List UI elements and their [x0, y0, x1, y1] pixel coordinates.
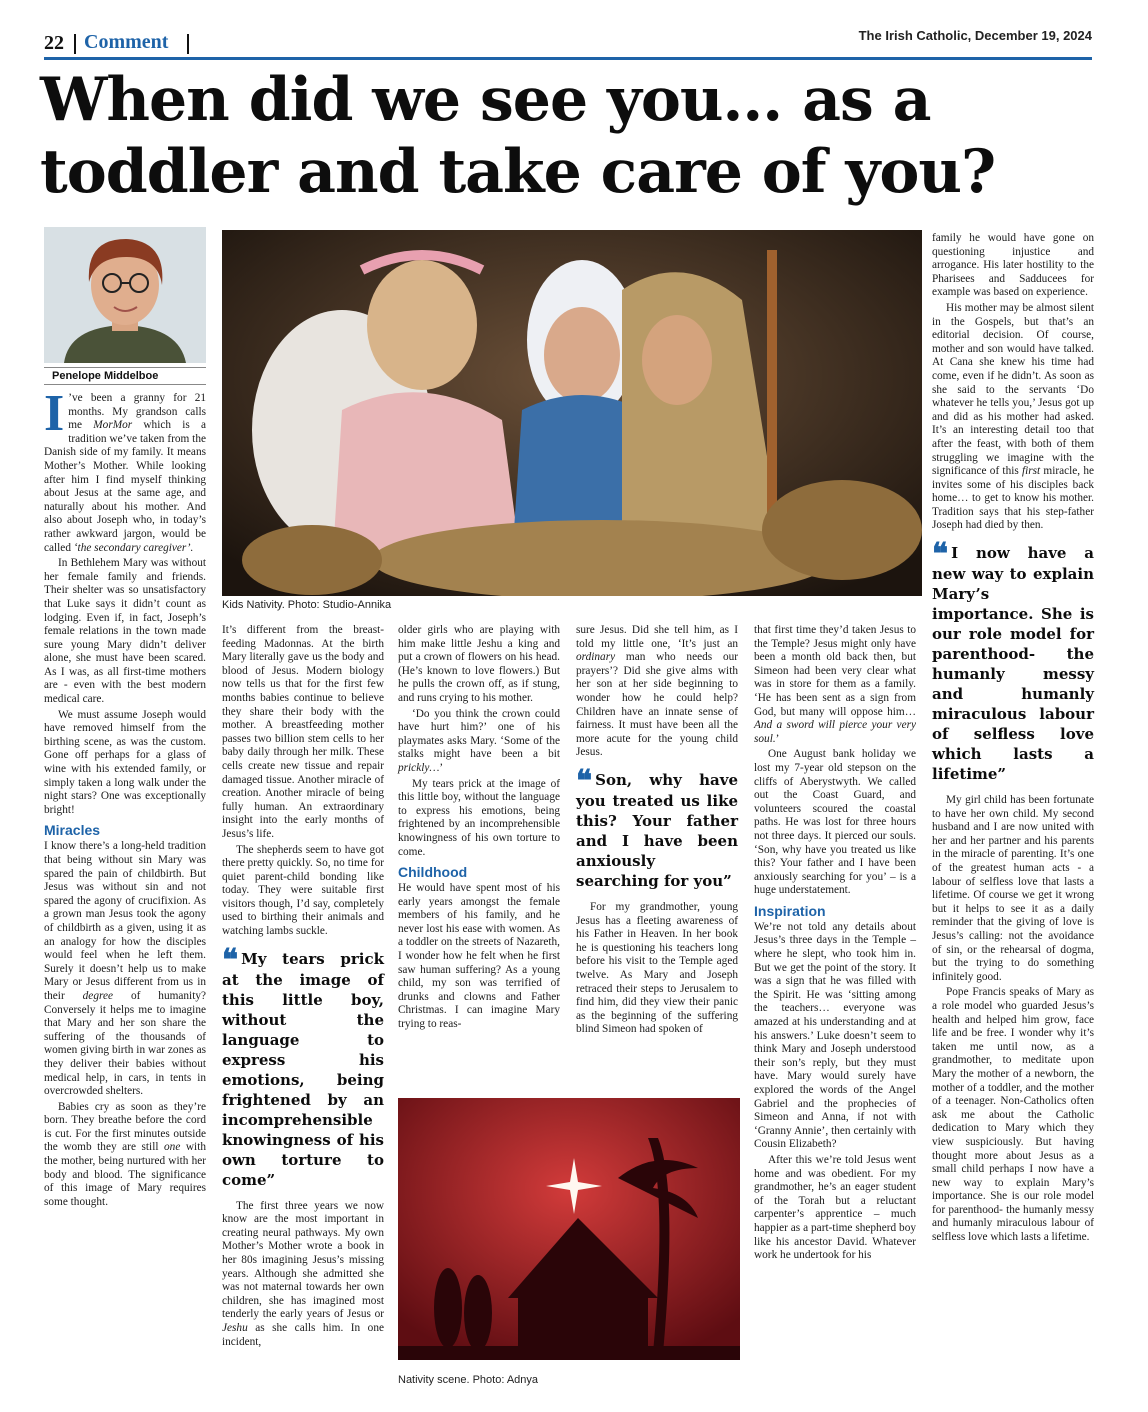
paragraph: In Bethlehem Mary was without her female family and friends. Their shelter was so unsatisfactory that Luke says it didn’t count as lodging. Even if, in fact, Joseph’s female relations in the town made sure young Mary didn’t deliver alone, she must have been scared. As I was, as all first-time mothers are - even with the best modern medical care. — [44, 557, 206, 706]
article-column-6 — [932, 232, 1094, 1245]
article-column-4 — [576, 624, 738, 1037]
article-column-3 — [398, 624, 560, 1032]
author-name: Penelope Middelboe — [44, 367, 206, 385]
paragraph: I ’ve been a granny for 21 months. My grandson calls me MorMor which is a tradition we’ve taken from the Danish side of my family. It means Mother’s Mother. While looking after him I find myself thinking about Jesus at the same age, and naturally about his mother. And also about Joseph who, in today’s rather awkward jargon, would be called ‘the secondary caregiver’. — [44, 385, 206, 554]
paragraph: His mother may be almost silent in the Gospels, but that’s an editorial decision. Of course, mother and son would have talked. At Cana she knew his time had come, even if he didn’t. As soon as she said to the servants ‘Do whatever he tells you,’ Jesus got up and did as his mother had asked. It’s an interesting detail too that after the feast, with both of them struggling we imagine with the significance of this first miracle, he invites some of his disciples back home… to get to know his mother. Tradition says that his step-father Joseph had died by then. — [932, 301, 1095, 532]
photo-caption: Kids Nativity. Photo: Studio-Annika — [222, 599, 392, 611]
page-number: 22 — [44, 32, 64, 54]
paragraph: older girls who are playing with him make little Jeshu a king and put a crown of flowers on his head. (He’s known to love flowers.) But he pulls the crown off, as if stung, and runs crying to his mother. — [398, 624, 560, 704]
quote-icon: ❝ — [222, 942, 239, 978]
subheading: Childhood — [398, 864, 468, 881]
subheading: Inspiration — [754, 902, 826, 919]
pull-quote: ❝ I now have a new way to explain Mary’s importance. She is our role model for parenthood- the humanly messy and humanly miraculous labour of selfless love which lasts a lifetime” — [932, 537, 1094, 784]
header-divider — [74, 34, 76, 54]
article-column-1 — [44, 385, 206, 1209]
drop-cap: I — [44, 385, 65, 442]
paragraph: We’re not told any details about Jesus’s three days in the Temple – where he slept, who took him in. But we get the point of the story. It was a sign that he was filled with the Spirit. He was ‘sitting among the teachers… everyone was amazed at his understanding and at his answers.’ Luke doesn’t seem to think Mary and Joseph understood their son’s reply, but they must have. Mary would surely have explored the words of the Angel Gabriel and the prophecies of Simeon and Anna, if not with ‘Granny Annie’, then certainly with Cousin Elizabeth? — [754, 920, 916, 1151]
paragraph: It’s different from the breast-feeding Madonnas. At the birth Mary literally gave us the body and blood of Jesus. Modern biology now tells us that for the first few months babies continue to believe they share their body with the mother. A breastfeeding mother passes two billion stem cells to her baby daily through her milk. These cells create new tissue and repair damaged tissue. Another miracle of creation. Another miracle of being fully human. An extraordinary insight into the early months of Jesus’s life. — [222, 624, 384, 840]
subheading: Miracles — [44, 822, 101, 839]
paragraph: My tears prick at the image of this little boy, without the language to express his emotions, being frightened by an incomprehensible knowingness of his own torture to come. — [398, 777, 560, 858]
paragraph: We must assume Joseph would have removed himself from the birthing scene, as was the custom. Gone off perhaps for a glass of wine with his extended family, or simply taken a long walk under the night stars? One was exceptionally bright! — [44, 708, 206, 816]
paragraph: I know there’s a long-held tradition that being without sin Mary was spared the pain of childbirth. But Jesus was without sin and not spared the agony of crucifixion. As a grown man Jesus took the agony of childbirth as a given, using it as an analogy for how the disciples would feel when he left them. Surely it doesn’t help us to make Mary or Jesus different from us in their degree of humanity? Conversely it helps me to imagine that Mary and her son share the suffering of the thousands of women giving birth in war zones as they deliver their babies without medical help, in cars, in tents in overcrowded shelters. — [44, 840, 206, 1098]
nativity-photo — [222, 230, 922, 596]
publication-date: The Irish Catholic, December 19, 2024 — [858, 28, 1092, 43]
paragraph: My girl child has been fortunate to have her own child. My second husband and I are now united with her and her partner and his parents in the miracle of parenting. It’s one of the greatest human acts - a labour of selfless love that lasts a lifetime. Of course we get it wrong but it helps to see it as a daily reminder that the giving of love is Jesus’s calling: not the avoidance of sin, or the rehearsal of dogma, but the trying to do something infinitely good. — [932, 794, 1094, 983]
photo-caption: Nativity scene. Photo: Adnya — [398, 1374, 539, 1386]
paragraph: One August bank holiday we lost my 7-year old stepson on the cliffs of Aberystwyth. We called out the Coast Guard, and volunteers scoured the coastal paths. He was lost for three hours not three days. It pierced our souls. ‘Son, why have you treated us like this? Your father and I have been anxiously searching for you’ – is a huge understatement. — [754, 748, 916, 897]
header-divider — [187, 34, 189, 54]
paragraph: family he would have gone on questioning injustice and arrogance. His later hostility to the Pharisees and Sadducees for example was based on experience. — [932, 232, 1094, 299]
pull-quote: ❝ Son, why have you treated us like this? Your father and I have been anxiously searching for you” — [576, 763, 738, 890]
paragraph: The shepherds seem to have got there pretty quickly. So, no time for quiet parent-child bonding like today. They were suitable first visitors though, I’d say, completely used to birthing their animals and watching lambs suckle. — [222, 843, 384, 938]
paragraph: After this we’re told Jesus went home and was obedient. For my grandmother, he’s an eager student of the Torah but a reluctant carpenter’s apprentice – much happier as a part-time shepherd boy like his ancestor David. Whatever work he undertook for his — [754, 1153, 916, 1262]
nativity-scene-photo — [398, 1098, 740, 1360]
paragraph: He would have spent most of his early years amongst the female members of his family, and he never lost his ease with women. As a toddler on the streets of Nazareth, I wonder how he felt when he first saw human suffering? As a young child, my son was terrified of drunks and clowns and Father Christmas. I can imagine Mary trying to reas- — [398, 882, 560, 1031]
article-column-5 — [754, 624, 916, 1263]
pull-quote: ❝ My tears prick at the image of this little boy, without the language to express his emotions, being frightened by an incomprehensible knowingness of his own torture to come” — [222, 942, 384, 1189]
paragraph: For my grandmother, young Jesus has a fleeting awareness of his Father in Heaven. In her book he is questioning his teachers long before his visit to the Temple aged twelve. As Mary and Joseph retraced their steps to Jerusalem to find him, did they view their panic as the beginning of the suffering blind Simeon had spoken of — [576, 900, 738, 1036]
article-column-2 — [222, 624, 384, 1349]
section-label: Comment — [84, 31, 169, 53]
headline: When did we see you... as a toddler and take care of you? — [40, 65, 996, 207]
paragraph: sure Jesus. Did she tell him, as I told my little one, ‘It’s just an ordinary man who needs our prayers’? Did she give alms with her son at her side beginning to wonder how he could help? Children have an innate sense of fairness. It must have been all the more acute for the young child Jesus. — [576, 624, 738, 759]
header-rule — [44, 57, 1092, 60]
author-photo — [44, 227, 206, 363]
paragraph: ‘Do you think the crown could have hurt him?’ one of his playmates asks Mary. ‘Some of the stalks might have been a bit prickly…’ — [398, 707, 560, 774]
paragraph: that first time they’d taken Jesus to the Temple? Jesus might only have been a month old back then, but Simeon had been very clear what was in store for them as a family. ‘He has been sent as a sign from God, but many will oppose him… And a sword will pierce your very soul.’ — [754, 624, 916, 745]
paragraph: Babies cry as soon as they’re born. They breathe before the cord is cut. For the first minutes outside the womb they are still one with the mother, being nurtured with her body and blood. The significance of this image of Mary requires some thought. — [44, 1100, 206, 1208]
quote-icon: ❝ — [576, 763, 593, 799]
quote-icon: ❝ — [932, 537, 949, 573]
paragraph: Pope Francis speaks of Mary as a role model who guarded Jesus’s health and helped him grow, face life and be free. I wonder why it’s taken me until now, as a grandmother, to meditate upon Mary the mother of a newborn, the mother of a toddler, and the mother of a teenager. Non-Catholics often ask me about the Catholic dedication to Mary which they view suspiciously. But having thought more about Jesus as a small child perhaps I now have a new way to explain Mary’s importance. She is our role model for parenthood- the humanly messy and humanly miraculous labour of selfless love which lasts a lifetime. — [932, 986, 1094, 1244]
paragraph: The first three years we now know are the most important in creating neural pathways. My own Mother’s Mother wrote a book in her 80s imagining Jesus’s missing years. Although she admitted she was not maternal towards her own children, she has imagined most tenderly the early years of Jesus or Jeshu as she calls him. In one incident, — [222, 1199, 384, 1348]
